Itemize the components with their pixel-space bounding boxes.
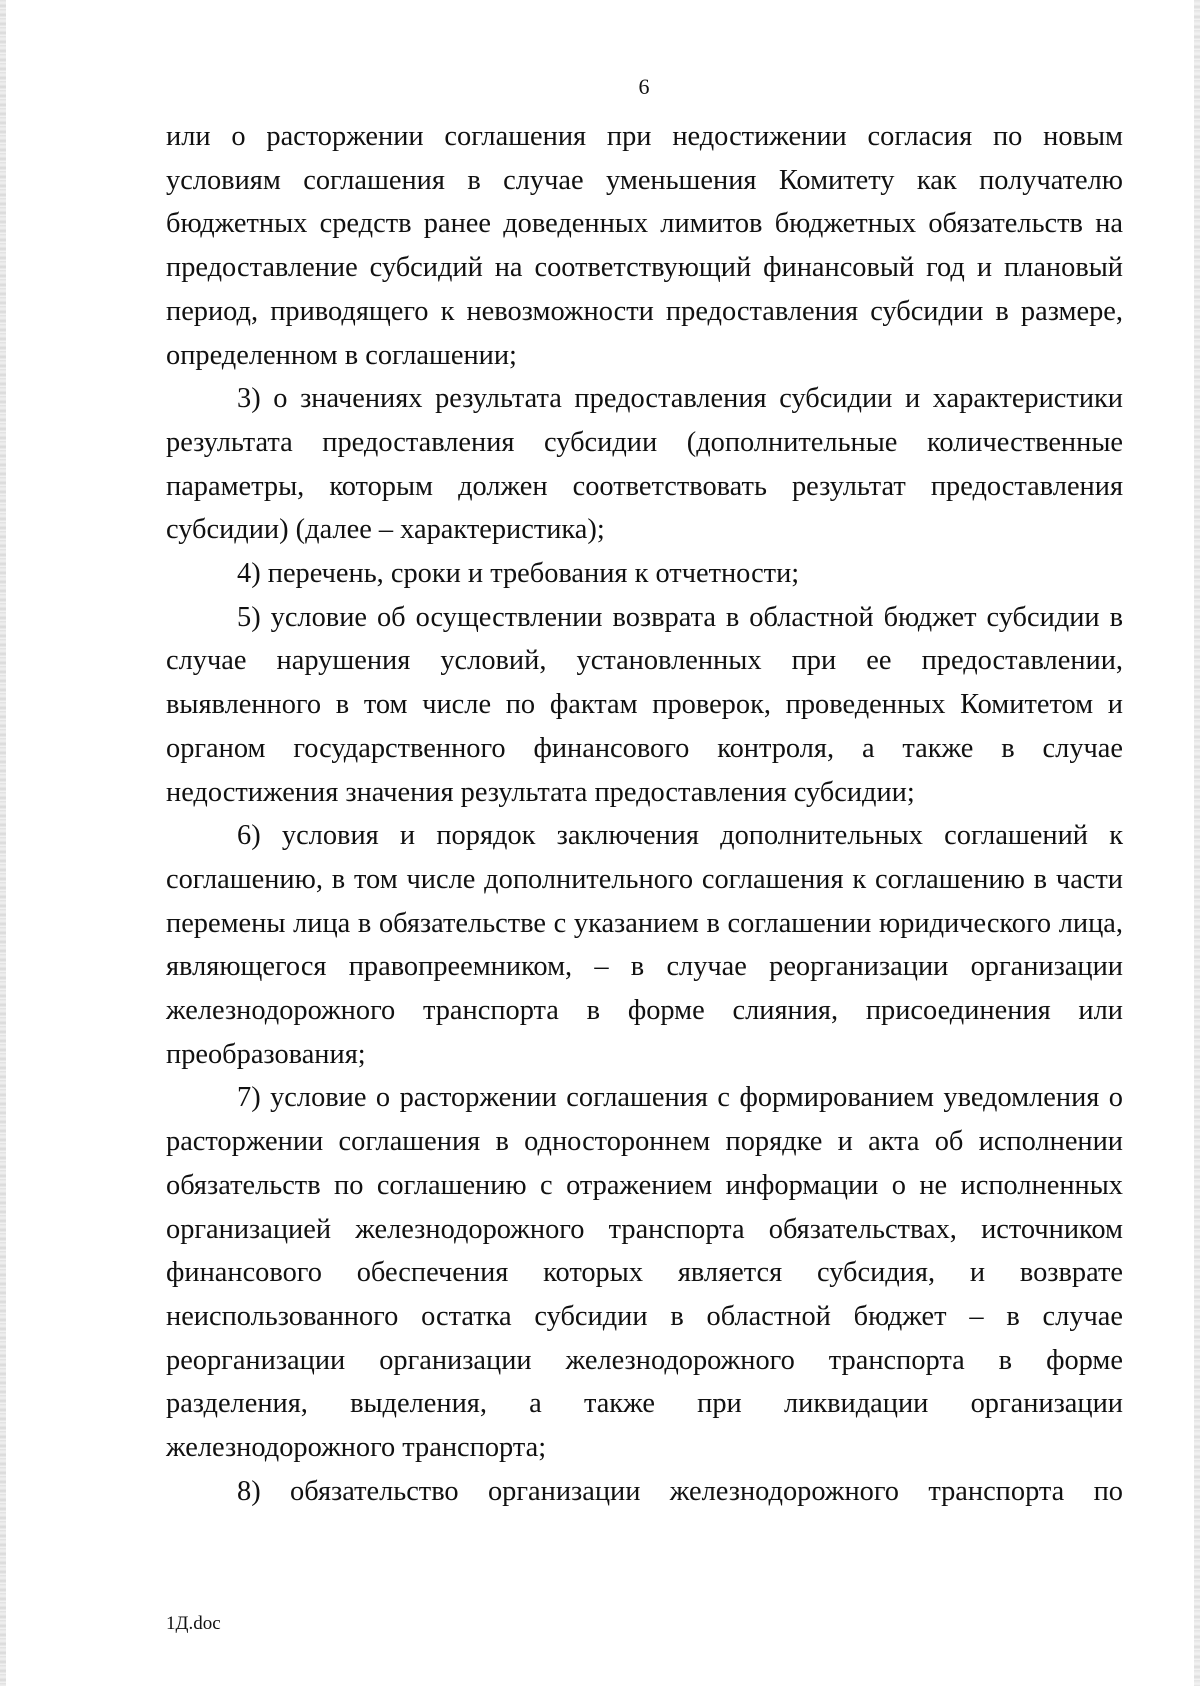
paragraph-item-7: 7) условие о расторжении соглашения с формированием уведомления о расторжении соглашения в одностороннем порядке и акта об исполнении обязательств по соглашению с отражением информации о не исполненных организацией железнодорожного транспорта обязательствах, источником финансового обеспечения которых является субсидия, и возврате неиспользованного остатка субсидии в областной бюджет – в случае реорганизации организации железнодорожного транспорта в форме разделения, выделения, а также при ликвидации организации железнодорожного транспорта; [166, 1082, 1123, 1464]
scan-edge-left [0, 0, 6, 1686]
paragraph-item-3: 3) о значениях результата предоставления субсидии и характеристики результата предоставления субсидии (дополнительные количественные параметры, которым должен соответствовать результат предоставления субсидии) (далее – характеристика); [166, 383, 1123, 546]
paragraph-item-8: 8) обязательство организации железнодорожного транспорта по [237, 1475, 1123, 1507]
scan-edge-right [1194, 0, 1200, 1686]
footer-filename: 1Д.doc [166, 1613, 221, 1634]
page-number: 6 [638, 74, 650, 99]
paragraph-item-5: 5) условие об осуществлении возврата в областной бюджет субсидии в случае нарушения условий, установленных при ее предоставлении, выявленного в том числе по фактам проверок, проведенных Комитетом и органом государственного финансового контроля, а также в случае недостижения значения результата предоставления субсидии; [166, 601, 1123, 808]
paragraph-item-6: 6) условия и порядок заключения дополнительных соглашений к соглашению, в том числе дополнительного соглашения к соглашению в части перемены лица в обязательстве с указанием в соглашении юридического лица, являющегося правопреемником, – в случае реорганизации организации железнодорожного транспорта в форме слияния, присоединения или преобразования; [166, 820, 1123, 1070]
paragraph-continuation: или о расторжении соглашения при недостижении согласия по новым условиям соглашения в случае уменьшения Комитету как получателю бюджетных средств ранее доведенных лимитов бюджетных обязательств на предоставление субсидий на соответствующий финансовый год и плановый период, приводящего к невозможности предоставления субсидии в размере, определенном в соглашении; [166, 121, 1123, 371]
paragraph-item-4: 4) перечень, сроки и требования к отчетности; [237, 558, 800, 590]
document-body [166, 115, 1123, 1514]
